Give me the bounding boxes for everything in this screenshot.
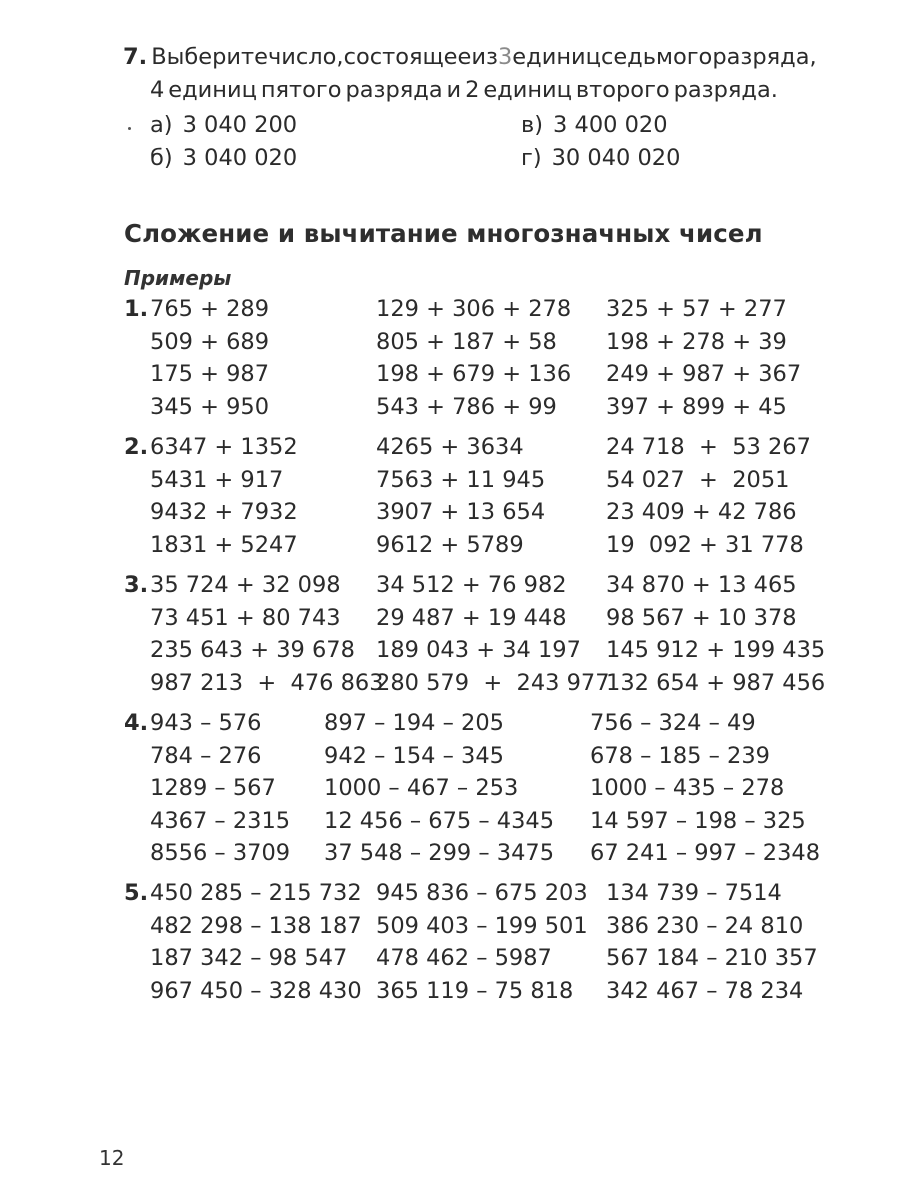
example: 482 298 – 138 187	[150, 912, 362, 939]
task-number: 7.	[123, 44, 148, 70]
column-2	[376, 877, 588, 1007]
example: 7563 + 11 945	[376, 466, 546, 493]
example: 756 – 324 – 49	[590, 710, 756, 736]
column-3	[606, 569, 825, 699]
column-1	[150, 431, 298, 561]
exercise-number: 5.	[124, 880, 149, 906]
example: 509 + 689	[150, 328, 270, 355]
column-2	[376, 431, 545, 561]
option-a	[150, 109, 297, 142]
task-7-line-2	[150, 74, 778, 107]
example: 8556 – 3709	[150, 840, 291, 866]
word: из	[471, 44, 498, 70]
word: 3	[497, 44, 513, 70]
example: 1831 + 5247	[150, 531, 298, 558]
example: 37 548 – 299 – 3475	[324, 840, 555, 866]
option-value: 3 040 200	[182, 112, 298, 138]
example: 365 119 – 75 818	[376, 977, 574, 1004]
page-number: 12	[99, 1146, 125, 1170]
exercise-number: 1.	[124, 296, 149, 322]
word: Выберите	[151, 44, 268, 70]
exercise-number: 2.	[124, 434, 149, 460]
example: 942 – 154 – 345	[324, 742, 504, 769]
example: 567 184 – 210 357	[606, 945, 818, 971]
example: 509 403 – 199 501	[376, 912, 588, 939]
example: 345 + 950	[150, 393, 270, 420]
word: и	[446, 77, 462, 103]
example: 145 912 + 199 435	[606, 637, 826, 663]
word: второго	[575, 77, 670, 103]
example: 187 342 – 98 547	[150, 945, 348, 971]
example: 805 + 187 + 58	[376, 328, 557, 355]
example: 342 467 – 78 234	[606, 977, 804, 1004]
example: 54 027 + 2051	[606, 466, 790, 493]
column-1	[150, 293, 269, 423]
word: единиц	[168, 77, 257, 103]
example: 73 451 + 80 743	[150, 604, 341, 631]
word: разряда	[345, 77, 443, 103]
option-value: 3 040 020	[182, 145, 298, 171]
word: разряда,	[712, 44, 817, 70]
exercise-number: 3.	[124, 572, 149, 598]
subsection-title: Примеры	[124, 266, 232, 290]
exercise-number: 4.	[124, 710, 149, 736]
example: 34 512 + 76 982	[376, 572, 567, 598]
task-7	[123, 41, 823, 175]
stray-dot	[128, 127, 131, 130]
word: число,	[267, 44, 344, 70]
example: 386 230 – 24 810	[606, 912, 804, 939]
column-3	[606, 431, 811, 561]
option-value: 30 040 020	[551, 145, 681, 171]
option-letter: в)	[521, 112, 544, 138]
example: 3907 + 13 654	[376, 499, 546, 525]
example: 478 462 – 5987	[376, 945, 552, 971]
column-1	[150, 877, 362, 1007]
column-1	[150, 569, 384, 699]
column-1	[150, 707, 290, 870]
example: 280 579 + 243 977	[376, 669, 610, 696]
example: 945 836 – 675 203	[376, 880, 588, 906]
word: седьмого	[600, 44, 713, 70]
answer-options	[123, 109, 823, 175]
example: 98 567 + 10 378	[606, 604, 797, 631]
option-value: 3 400 020	[553, 112, 668, 138]
word: 2	[465, 77, 480, 103]
example: 132 654 + 987 456	[606, 669, 826, 696]
example: 29 487 + 19 448	[376, 604, 567, 631]
example: 189 043 + 34 197	[376, 637, 581, 663]
option-letter: г)	[521, 145, 542, 171]
column-2	[324, 707, 554, 870]
example: 19 092 + 31 778	[606, 531, 804, 558]
option-v	[521, 109, 668, 142]
example: 543 + 786 + 99	[376, 393, 557, 420]
example: 198 + 679 + 136	[376, 361, 572, 387]
example: 24 718 + 53 267	[606, 434, 811, 460]
example: 987 213 + 476 863	[150, 669, 384, 696]
option-letter: а)	[150, 112, 173, 138]
example: 4265 + 3634	[376, 434, 524, 460]
column-3	[590, 707, 820, 870]
example: 4367 – 2315	[150, 807, 291, 834]
example: 765 + 289	[150, 296, 270, 322]
example: 397 + 899 + 45	[606, 393, 787, 420]
example: 325 + 57 + 277	[606, 296, 787, 322]
example: 235 643 + 39 678	[150, 637, 355, 663]
column-3	[606, 877, 818, 1007]
example: 67 241 – 997 – 2348	[590, 840, 821, 866]
example: 1289 – 567	[150, 775, 276, 801]
example: 897 – 194 – 205	[324, 710, 504, 736]
example: 198 + 278 + 39	[606, 328, 787, 355]
example: 5431 + 917	[150, 466, 284, 493]
column-3	[606, 293, 801, 423]
word: единиц	[483, 77, 572, 103]
word: разряда.	[673, 77, 778, 103]
example: 967 450 – 328 430	[150, 977, 362, 1004]
column-2	[376, 293, 571, 423]
example: 35 724 + 32 098	[150, 572, 341, 598]
option-g	[521, 142, 680, 175]
example: 1000 – 467 – 253	[324, 775, 519, 801]
example: 450 285 – 215 732	[150, 880, 362, 906]
example: 1000 – 435 – 278	[590, 775, 785, 801]
example: 943 – 576	[150, 710, 262, 736]
example: 9612 + 5789	[376, 531, 524, 558]
example: 9432 + 7932	[150, 499, 298, 525]
word: единиц	[512, 44, 601, 70]
example: 23 409 + 42 786	[606, 499, 797, 525]
example: 14 597 – 198 – 325	[590, 807, 806, 834]
option-b	[150, 142, 297, 175]
column-2	[376, 569, 610, 699]
word: пятого	[260, 77, 342, 103]
word: состоящее	[343, 44, 472, 70]
example: 678 – 185 – 239	[590, 742, 770, 769]
example: 6347 + 1352	[150, 434, 298, 460]
task-7-line-1	[123, 41, 817, 74]
word: 4	[150, 77, 165, 103]
example: 784 – 276	[150, 742, 262, 769]
example: 34 870 + 13 465	[606, 572, 797, 598]
example: 175 + 987	[150, 361, 270, 387]
example: 134 739 – 7514	[606, 880, 782, 906]
option-letter: б)	[150, 145, 173, 171]
section-title: Сложение и вычитание многозначных чисел	[124, 219, 763, 248]
example: 249 + 987 + 367	[606, 361, 802, 387]
example: 129 + 306 + 278	[376, 296, 572, 322]
example: 12 456 – 675 – 4345	[324, 807, 555, 834]
